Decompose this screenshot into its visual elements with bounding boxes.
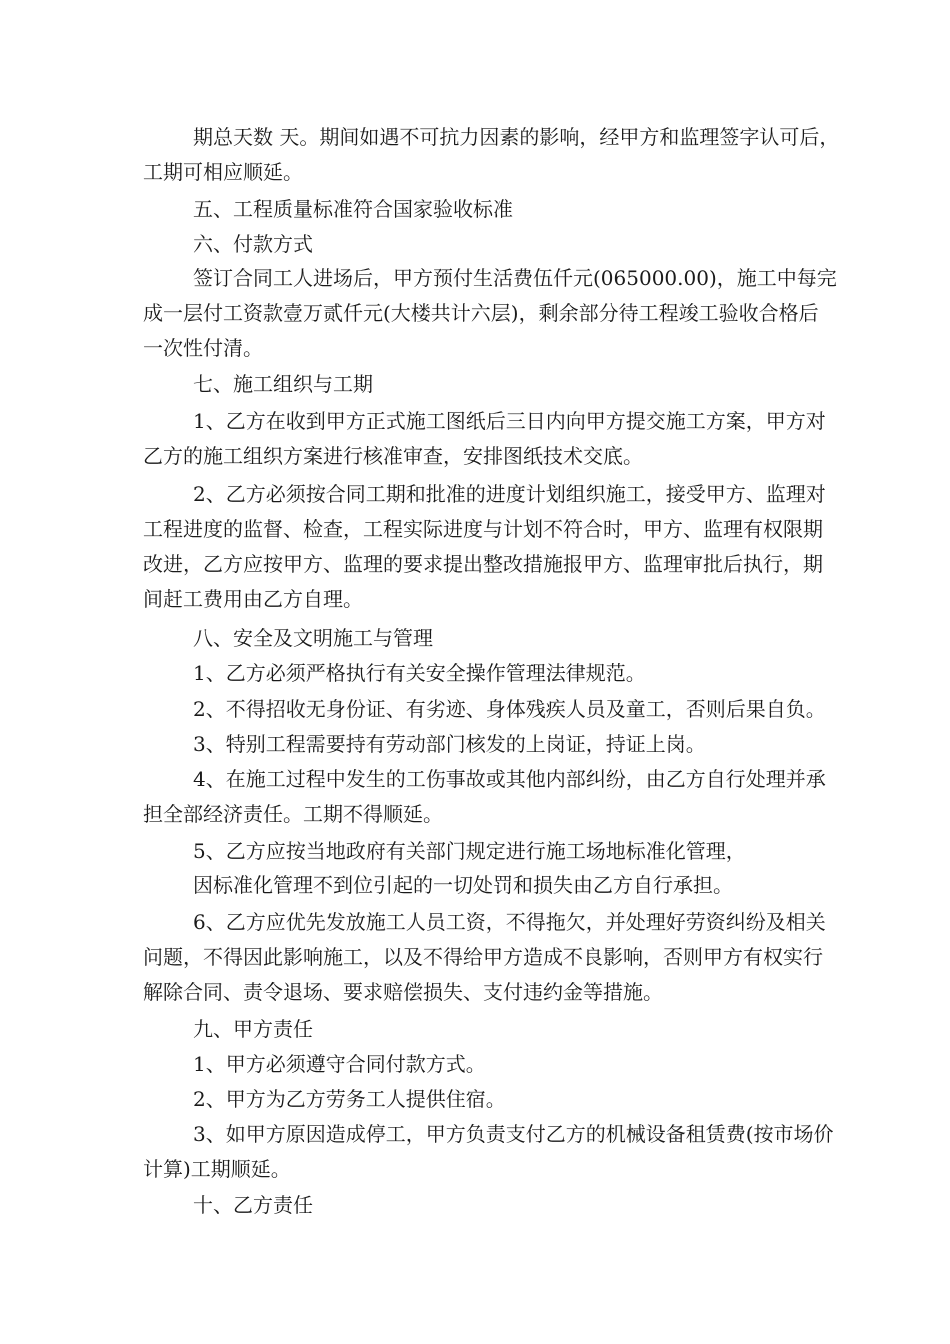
text-line: 1、甲方必须遵守合同付款方式。 [193,1052,486,1076]
paragraph-9-3 [143,1117,834,1187]
text-line: 工程进度的监督、检查，工程实际进度与计划不符合时，甲方、监理有权限期 [143,517,823,541]
text-line: 间赶工费用由乙方自理。 [143,587,363,611]
text-line: 4、在施工过程中发生的工伤事故或其他内部纠纷，由乙方自行处理并承 [193,767,826,791]
text-line: 3、特别工程需要持有劳动部门核发的上岗证，持证上岗。 [193,732,706,756]
text-line: 工期可相应顺延。 [143,160,303,184]
paragraph-8-3 [143,727,808,762]
text-line: 一次性付清。 [143,336,263,360]
text-line: 1、乙方在收到甲方正式施工图纸后三日内向甲方提交施工方案，甲方对 [193,409,826,433]
paragraph-9-1 [143,1047,808,1082]
section-heading-9 [143,1012,808,1047]
paragraph-7-1 [143,404,826,474]
text-line: 十、乙方责任 [193,1193,313,1217]
text-line: 成一层付工资款壹万贰仟元(大楼共计六层)，剩余部分待工程竣工验收合格后 [143,301,819,325]
text-line: 改进，乙方应按甲方、监理的要求提出整改措施报甲方、监理审批后执行，期 [143,552,823,576]
text-line: 五、工程质量标准符合国家验收标准 [193,197,513,221]
text-line: 计算)工期顺延。 [143,1157,291,1181]
paragraph-8-4 [143,762,826,832]
text-line: 因标准化管理不到位引起的一切处罚和损失由乙方自行承担。 [193,873,733,897]
text-line: 乙方的施工组织方案进行核准审查，安排图纸技术交底。 [143,444,643,468]
paragraph-8-2 [143,692,826,727]
text-line: 六、付款方式 [193,232,313,256]
text-line: 解除合同、责令退场、要求赔偿损失、支付违约金等措施。 [143,980,663,1004]
paragraph-8-5-cont [143,868,808,903]
text-line: 2、甲方为乙方劳务工人提供住宿。 [193,1087,506,1111]
section-heading-8 [143,621,808,656]
text-line: 签订合同工人进场后，甲方预付生活费伍仟元(065000.00)，施工中每完 [193,266,837,290]
text-line: 担全部经济责任。工期不得顺延。 [143,802,443,826]
paragraph-7-2 [143,477,826,617]
text-line: 期总天数 天。期间如遇不可抗力因素的影响，经甲方和监理签字认可后， [193,125,840,149]
text-line: 问题，不得因此影响施工，以及不得给甲方造成不良影响，否则甲方有权实行 [143,945,823,969]
text-line: 2、乙方必须按合同工期和批准的进度计划组织施工，接受甲方、监理对 [193,482,826,506]
paragraph-8-1 [143,656,808,691]
text-line: 1、乙方必须严格执行有关安全操作管理法律规范。 [193,661,646,685]
text-line: 2、不得招收无身份证、有劣迹、身体残疾人员及童工，否则后果自负。 [193,697,826,721]
paragraph-9-2 [143,1082,808,1117]
text-line: 七、施工组织与工期 [193,372,373,396]
section-heading-6 [143,227,808,262]
paragraph-8-6 [143,905,826,1010]
section-heading-7 [143,367,808,402]
paragraph-8-5 [143,834,808,869]
text-line: 3、如甲方原因造成停工，甲方负责支付乙方的机械设备租赁费(按市场价 [193,1122,834,1146]
paragraph-payment [143,261,837,366]
section-heading-5 [143,192,808,227]
text-line: 5、乙方应按当地政府有关部门规定进行施工场地标准化管理， [193,839,746,863]
paragraph-duration [143,120,840,190]
section-heading-10 [143,1188,808,1223]
text-line: 九、甲方责任 [193,1017,313,1041]
text-line: 6、乙方应优先发放施工人员工资，不得拖欠，并处理好劳资纠纷及相关 [193,910,826,934]
text-line: 八、安全及文明施工与管理 [193,626,433,650]
